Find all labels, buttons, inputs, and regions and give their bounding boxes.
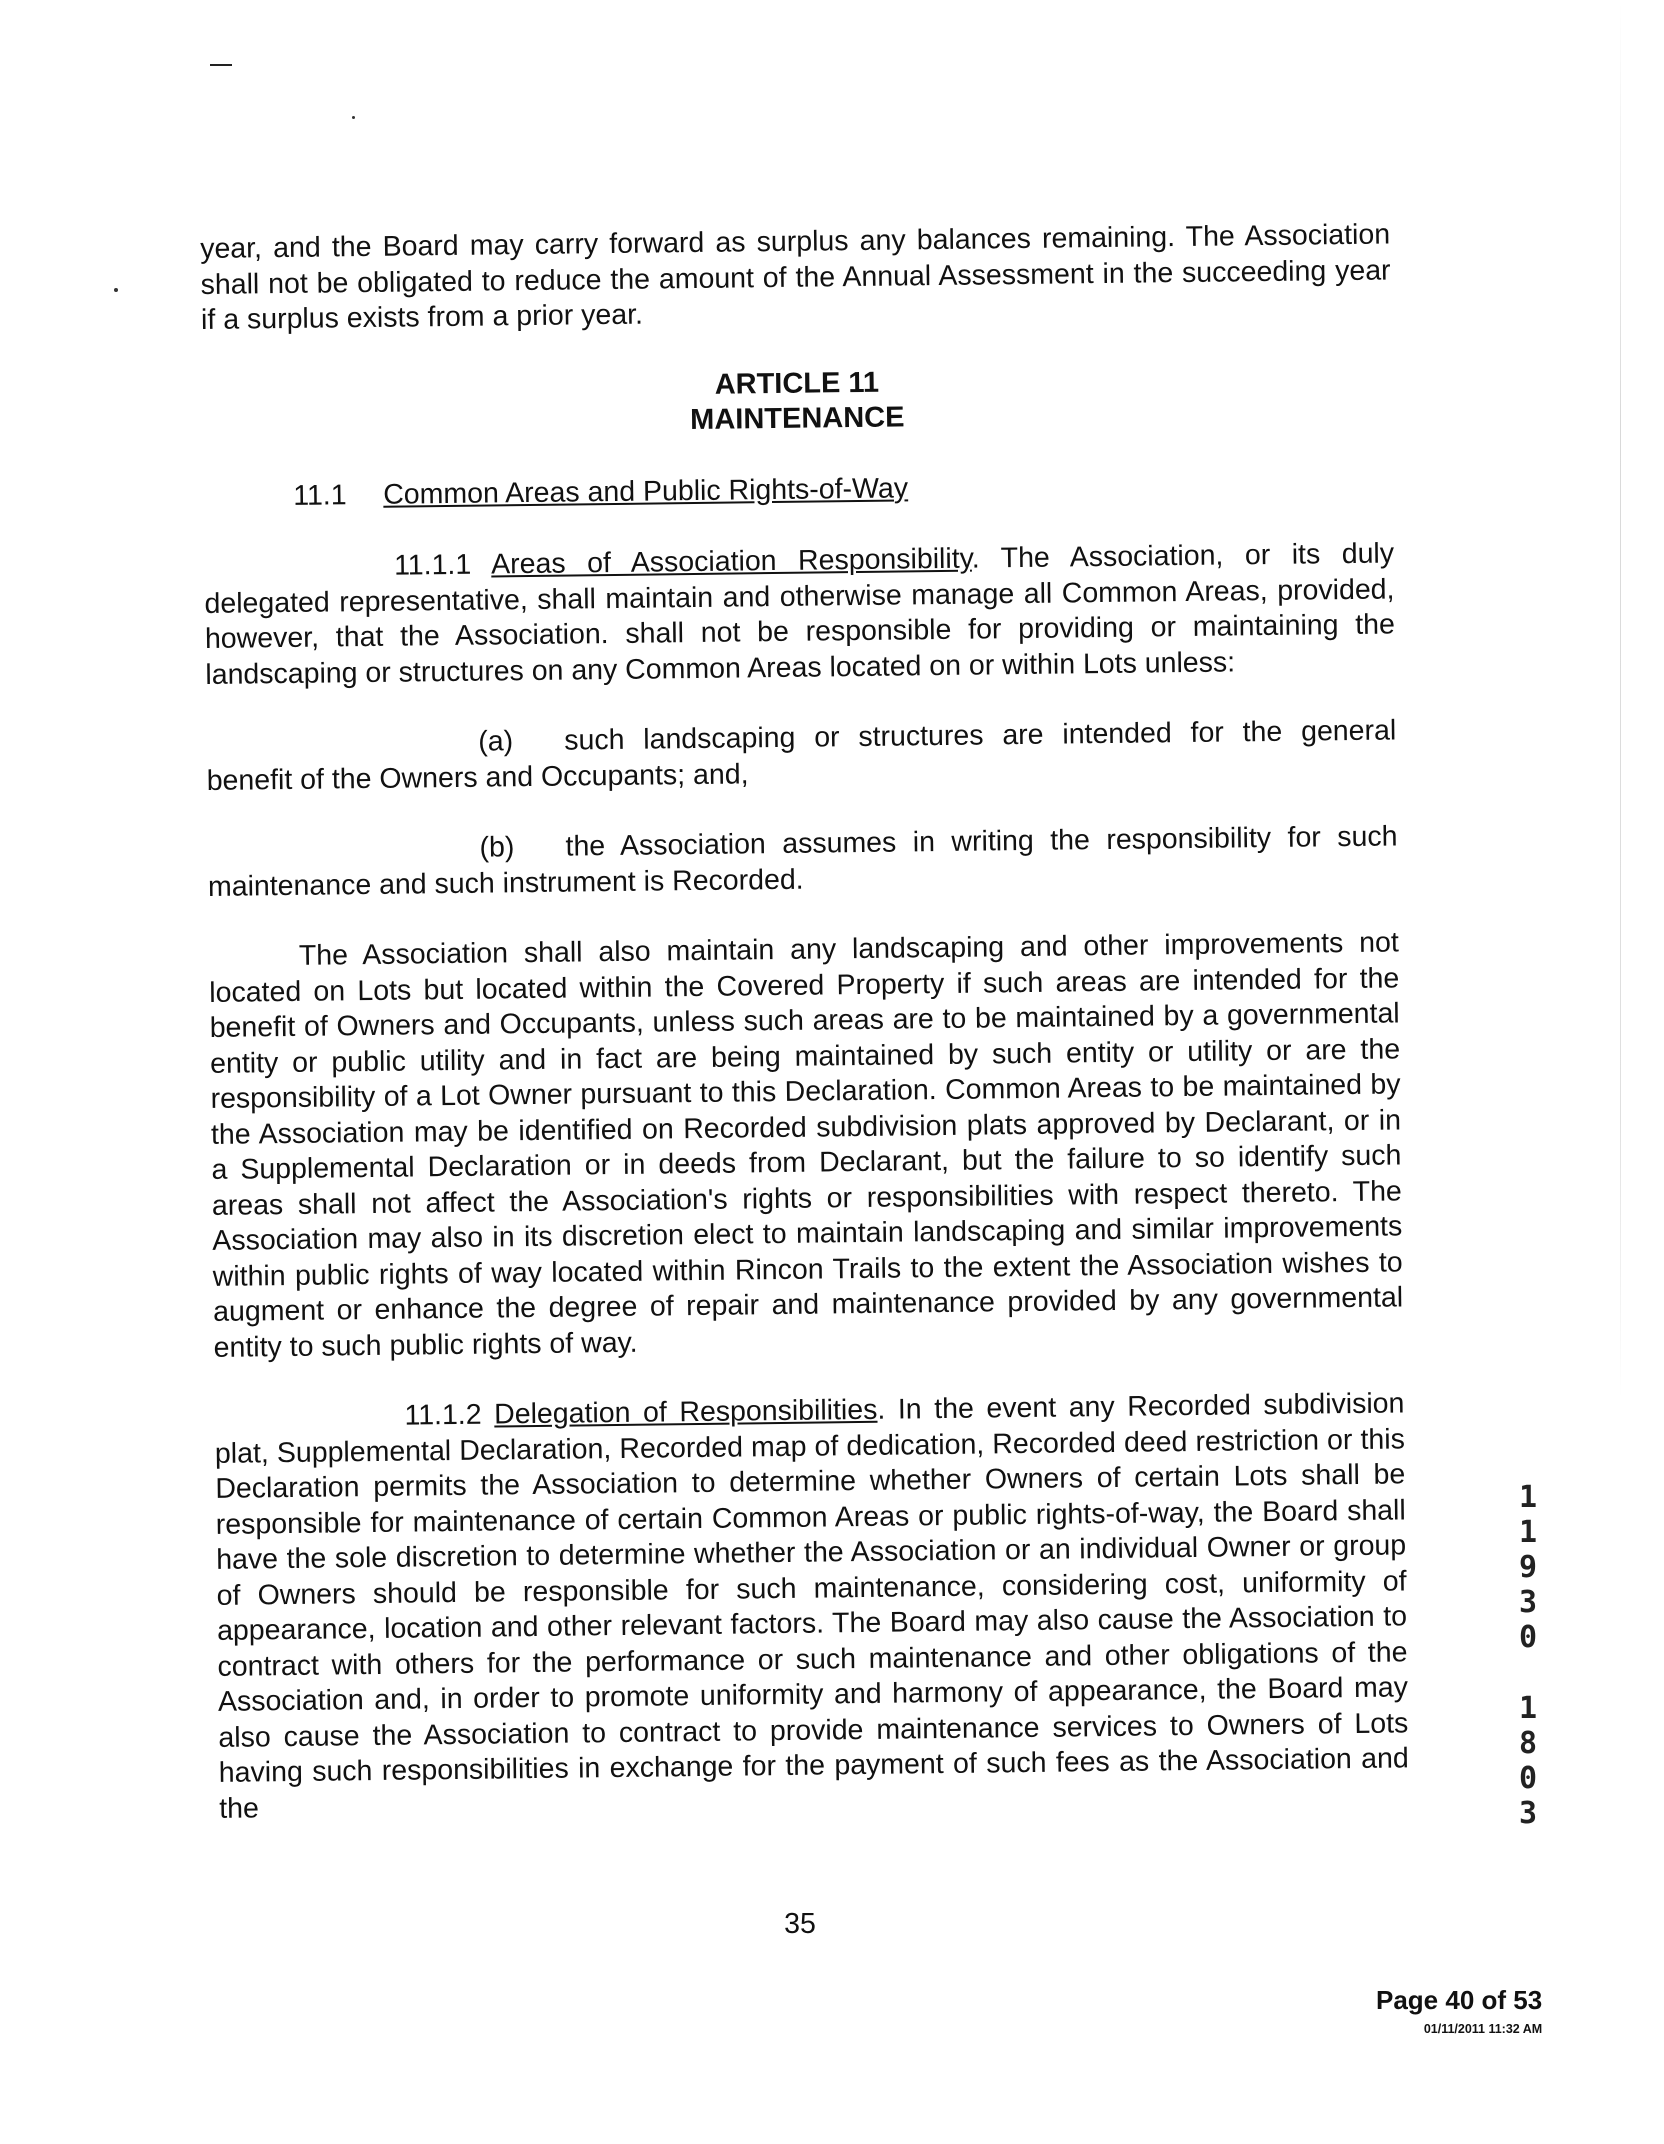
code-digit: 1 [1518,1480,1538,1515]
code-digit: 8 [1518,1726,1538,1761]
recording-stamp [1376,1985,1542,2036]
recording-vertical-code [1513,1480,1543,1831]
section-11-1-1-paragraph [204,536,1396,693]
continuation-paragraph: The Association shall also maintain any landscaping and other improvements not located on Lots but located within the Covered Property if such areas are intended for the benefit of Owners and Occupants, unless such areas are to be maintained by a governmental entity or public utility and in fact are being maintained by such entity or utility or are the responsibility of a Lot Owner pursuant to this Declaration. Common Areas to be maintained by the Association may be identified on Recorded subdivision plats approved by Declarant, or in a Supplemental Declaration or in deeds from Declarant, but the failure to so identify such areas shall not affect the Association's rights or responsibilities with respect thereto. The Association may also in its discretion elect to maintain landscaping and similar improvements within public rights of way located within Rincon Trails to the extent the Association wishes to augment or enhance the degree of repair and maintenance provided by any governmental entity to such public rights of way. [209,926,1404,1364]
subsection-number: 11.1.2 [404,1398,482,1432]
document-body [200,217,1410,1861]
code-digit: 0 [1518,1620,1538,1655]
section-number: 11.1 [293,478,347,512]
stamp-page-label: Page 40 of 53 [1376,1985,1543,2015]
article-title: MAINTENANCE [689,400,905,436]
scan-speck [114,288,118,292]
subsection-text: . The Association, or its duly delegated representative, shall maintain and otherwise manage all Common Areas, provided, however, that the Association. shall not be responsible for providing or maintaining the landscaping or structures on any Common Areas located on or within Lots unless: [204,537,1396,691]
list-item-text: such landscaping or structures are intended for the general benefit of the Owners and Occupants; and, [206,714,1397,797]
list-item-a [206,713,1397,799]
page-number: 35 [784,1908,816,1940]
list-item-text: the Association assumes in writing the responsibility for such maintenance and such instrument is Recorded. [207,820,1398,903]
scan-edge-shadow [1620,0,1621,1400]
scan-speck [352,116,355,119]
code-digit: 1 [1518,1515,1538,1550]
code-digit: 3 [1518,1585,1538,1620]
code-digit: 0 [1518,1761,1538,1796]
list-item-label: (b) [479,831,515,864]
subsection-number: 11.1.1 [393,548,472,582]
stamp-datetime: 01/11/2011 11:32 AM [1423,2022,1543,2036]
code-gap [1513,1655,1543,1691]
opening-paragraph: year, and the Board may carry forward as surplus any balances remaining. The Association shall not be obligated to reduce the amount of the Annual Assessment in the succeeding year if a surplus exists from a prior year. [200,218,1391,336]
list-item-label: (a) [478,725,514,758]
subsection-title: Delegation of Responsibilities [493,1393,878,1431]
section-11-1-heading [293,465,1393,514]
code-digit: 9 [1518,1550,1538,1585]
code-digit: 3 [1518,1796,1538,1831]
article-number: ARTICLE 11 [714,366,880,401]
subsection-title: Areas of Association Responsibility [490,542,972,581]
subsection-text: . In the event any Recorded subdivision plat, Supplemental Declaration, Recorded map of dedication, Recorded deed restriction or this Declaration permits the Association to determine whether Owners of certain Lots shall be responsible for maintenance of certain Common Areas or public rights-of-way, the Board shall have the sole discretion to determine whether the Association or an individual Owner or group of Owners should be responsible for such maintenance, considering cost, uniformity of appearance, location and other relevant factors. The Board may also cause the Association to contract with others for the performance or such maintenance and other obligations of the Association and, in order to promote uniformity and harmony of appearance, the Board may also cause the Association to contract to provide maintenance services to Owners of Lots having such responsibilities in exchange for the payment of such fees as the Association and the [214,1387,1409,1825]
section-11-1-2-paragraph [214,1386,1409,1827]
code-digit: 1 [1518,1691,1538,1726]
article-heading [202,359,1393,444]
section-title: Common Areas and Public Rights-of-Way [383,471,909,511]
scan-dash-mark [210,64,232,66]
list-item-b [207,819,1398,905]
